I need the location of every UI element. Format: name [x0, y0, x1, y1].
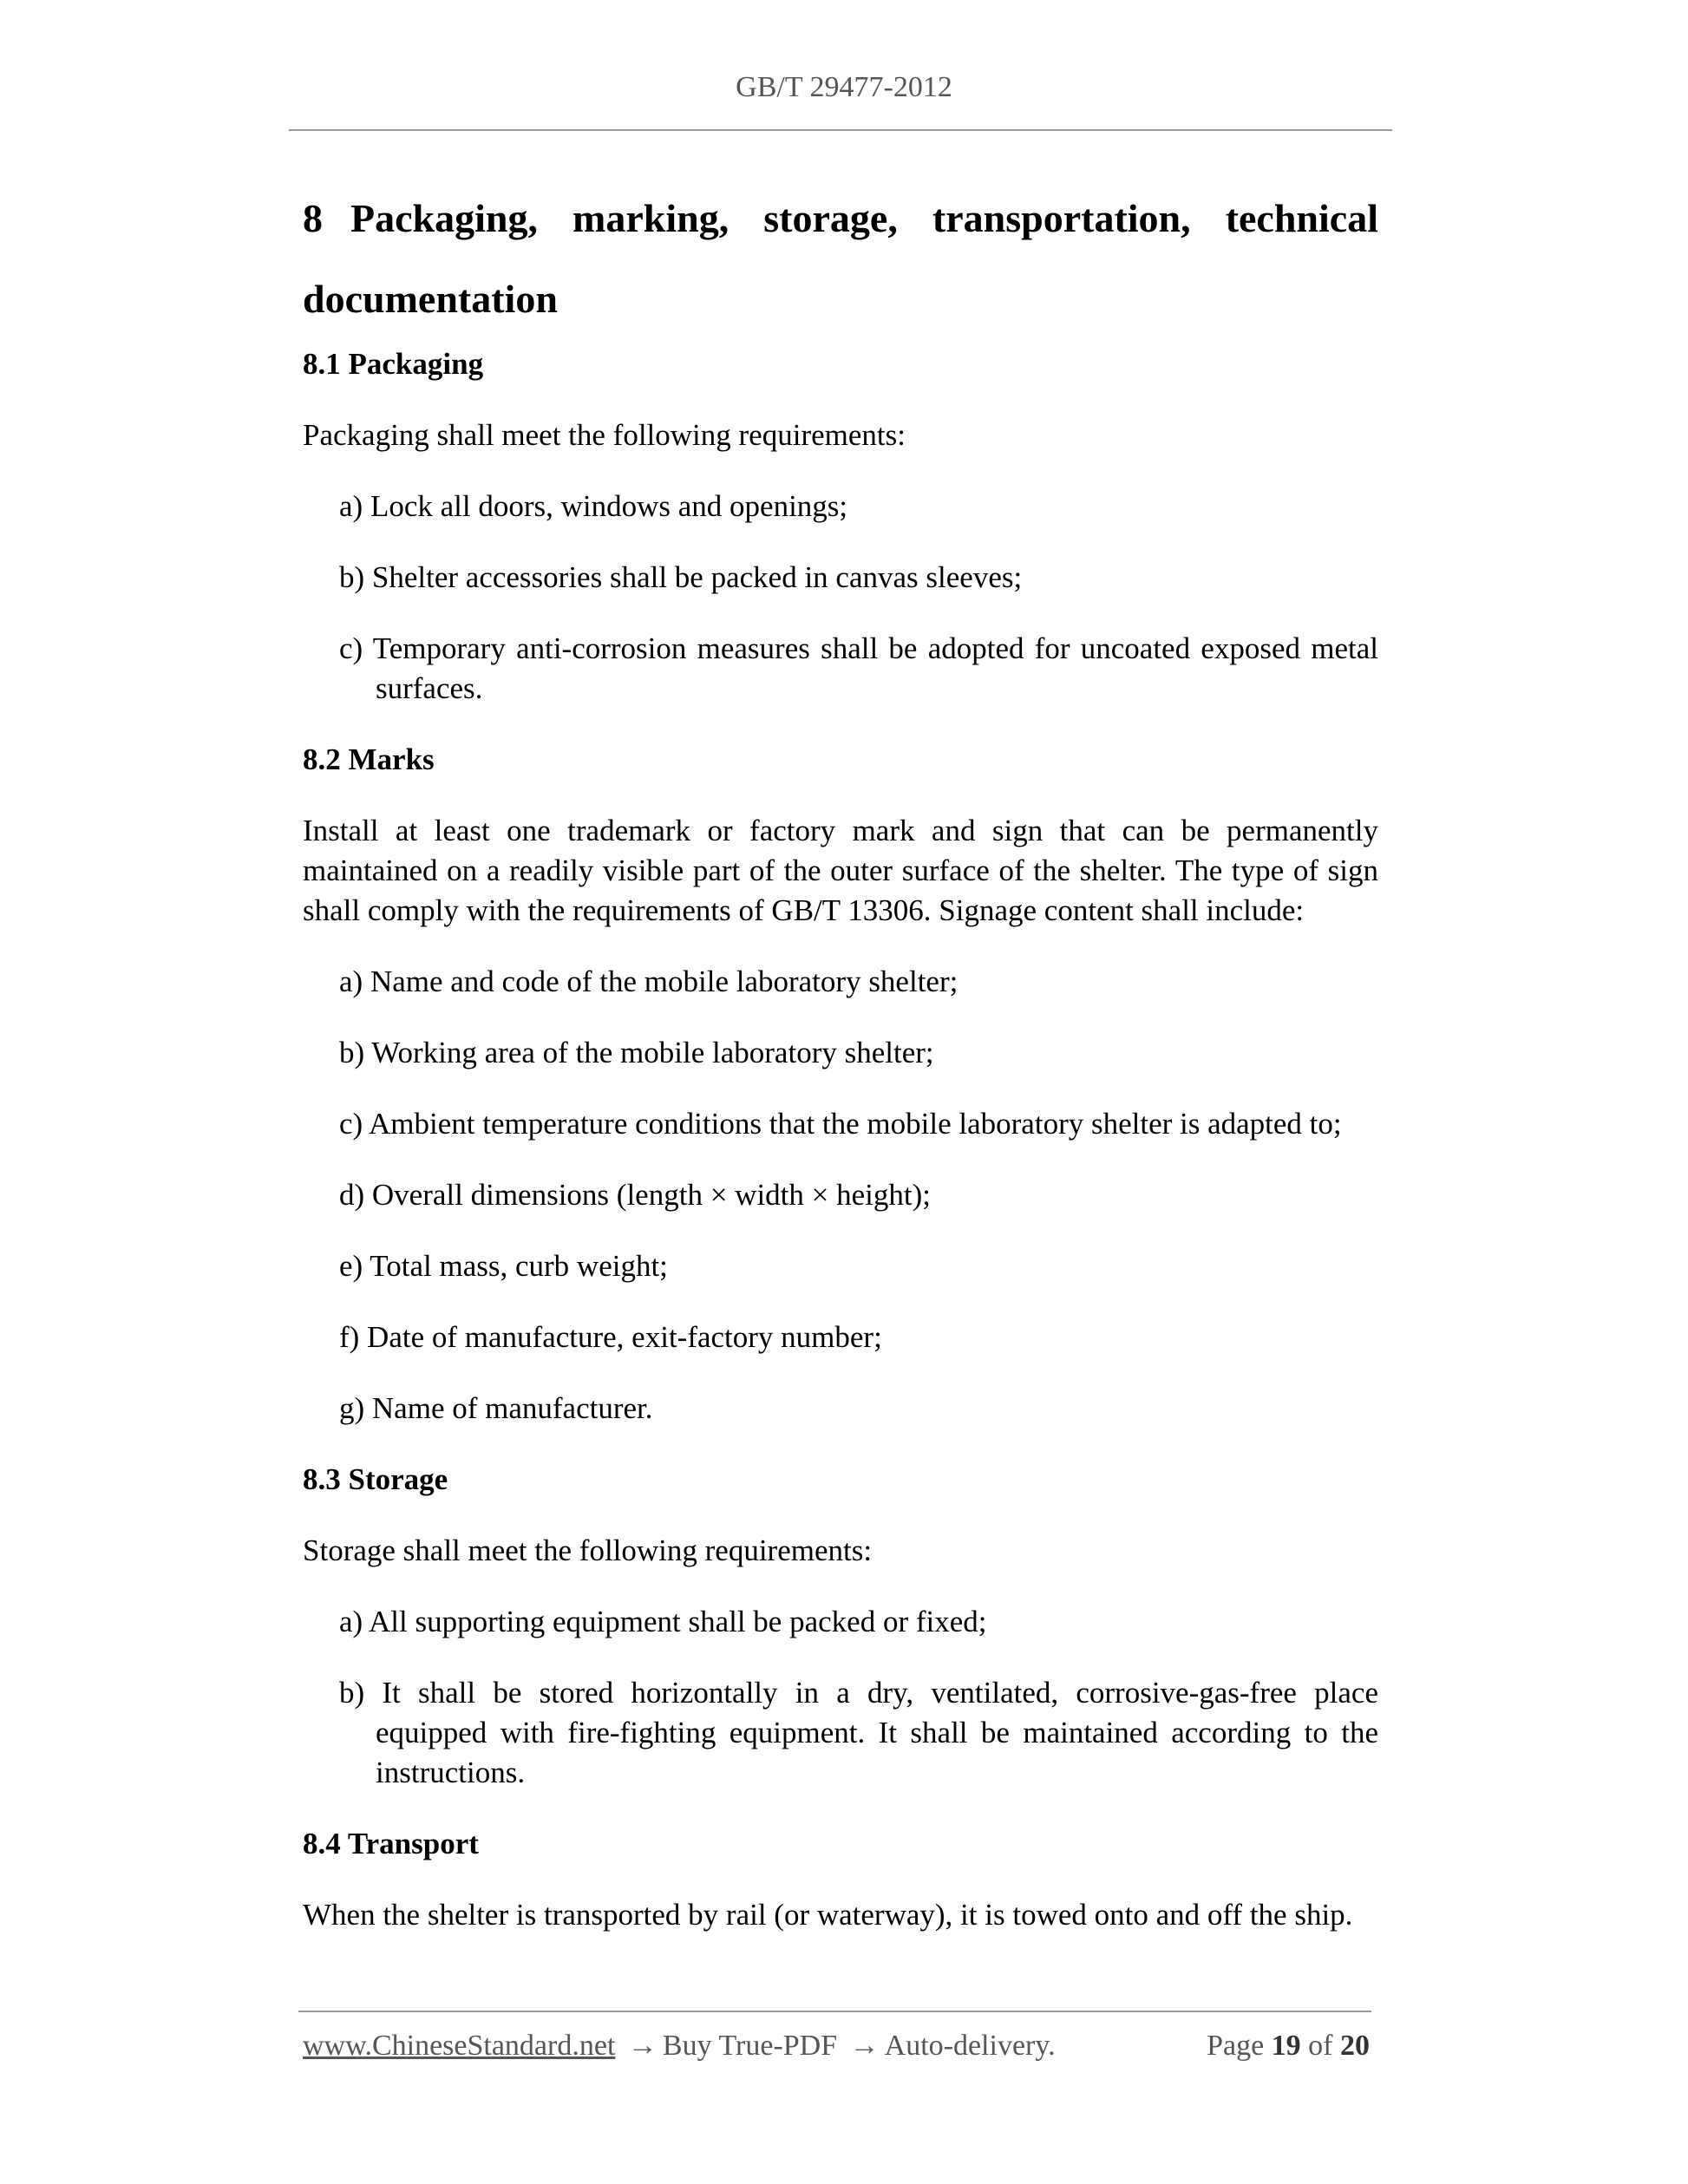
chapter-title: Packaging, marking, storage, transportation, technical documentation [303, 196, 1378, 321]
chapter-heading [303, 178, 1378, 339]
section-heading-transport: 8.4 Transport [303, 1827, 479, 1860]
transport-text: When the shelter is transported by rail (or waterway), it is towed onto and off the ship. [303, 1898, 1353, 1932]
list-item: a) Name and code of the mobile laboratory shelter; [339, 964, 958, 998]
list-item: c) Temporary anti-corrosion measures shall be adopted for uncoated exposed metal surfaces. [339, 631, 1378, 705]
page-label: Page [1207, 2030, 1265, 2062]
section-heading-storage: 8.3 Storage [303, 1462, 448, 1496]
section-heading-marks: 8.2 Marks [303, 742, 435, 776]
packaging-intro: Packaging shall meet the following requirements: [303, 418, 906, 452]
auto-delivery-text: Auto-delivery. [884, 2030, 1056, 2062]
storage-intro: Storage shall meet the following requirements: [303, 1533, 873, 1567]
arrow-right-icon: → [849, 2030, 880, 2062]
marks-intro: Install at least one trademark or factory mark and sign that can be permanently maintained on a readily visible part of the outer surface of the shelter. The type of sign shall comply with the requirements of GB/T 13306. Signage content shall include: [303, 814, 1378, 927]
chapter-number: 8 [303, 196, 323, 240]
list-item: c) Ambient temperature conditions that the mobile laboratory shelter is adapted to; [339, 1107, 1342, 1141]
list-item: e) Total mass, curb weight; [339, 1249, 668, 1283]
page-footer [303, 2030, 1370, 2063]
footer-left [303, 2030, 1056, 2063]
list-item: a) All supporting equipment shall be packed or fixed; [339, 1605, 987, 1638]
page-content [303, 178, 1378, 1935]
page-number [1207, 2030, 1370, 2063]
list-item: b) It shall be stored horizontally in a dry, ventilated, corrosive-gas-free place equipped with fire-fighting equipment. It shall be maintained according to the instructions. [339, 1676, 1378, 1789]
list-item: g) Name of manufacturer. [339, 1391, 653, 1425]
list-item: f) Date of manufacture, exit-factory number; [339, 1320, 882, 1354]
header-divider [289, 129, 1392, 131]
of-label: of [1308, 2030, 1333, 2062]
page-current: 19 [1271, 2030, 1301, 2062]
list-item: d) Overall dimensions (length × width × height); [339, 1178, 932, 1212]
buy-true-pdf-text: Buy True-PDF [662, 2030, 838, 2062]
list-item: b) Shelter accessories shall be packed in canvas sleeves; [339, 560, 1023, 594]
page-total: 20 [1340, 2030, 1370, 2062]
list-item: a) Lock all doors, windows and openings; [339, 489, 848, 523]
footer-divider [298, 2011, 1371, 2012]
section-heading-packaging: 8.1 Packaging [303, 347, 484, 381]
document-code-header: GB/T 29477-2012 [736, 71, 952, 103]
list-item: b) Working area of the mobile laboratory shelter; [339, 1036, 934, 1069]
arrow-right-icon: → [627, 2030, 658, 2062]
site-link[interactable]: www.ChineseStandard.net [303, 2030, 616, 2062]
